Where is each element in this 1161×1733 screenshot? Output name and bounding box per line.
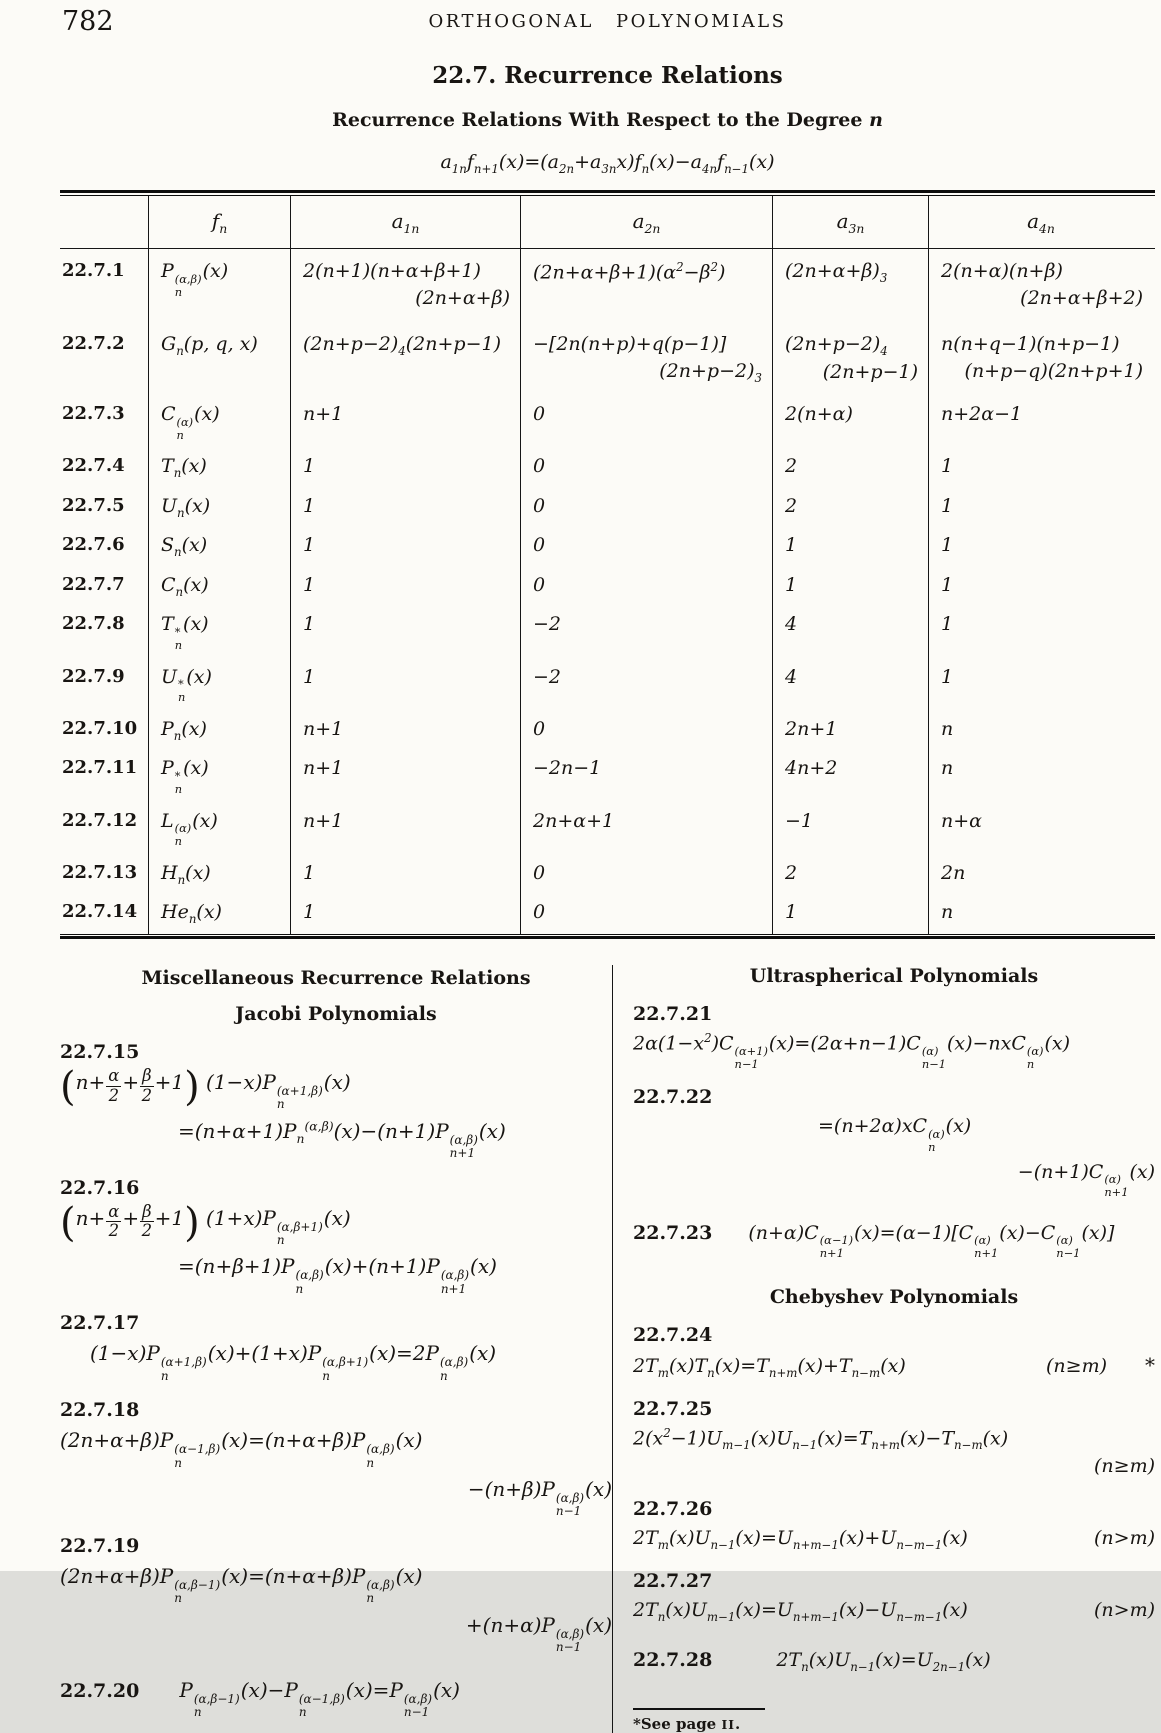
formula-line: (2n+α+β)P (α−1,β) n (x)=(n+α+β)P (α,β) n (x) <box>60 1428 423 1470</box>
right-column <box>612 965 1155 1733</box>
table-cell: 1 <box>290 855 520 895</box>
table-cell: $(2n+\alpha+\beta+1)(\alpha^2-\beta^2)$ <box>520 249 772 322</box>
table-cell: 2n+1 <box>772 711 928 751</box>
table-bottom-rule <box>60 934 1155 939</box>
equation-number: 22.7.9 <box>62 665 125 687</box>
table-cell: T * n (x) <box>148 606 290 658</box>
table-row <box>60 488 1155 528</box>
equation-22-7-27 <box>633 1570 1155 1626</box>
table-cell: C (α) n (x) <box>148 396 290 448</box>
table-cell: 1 <box>928 448 1153 488</box>
section-title: 22.7. Recurrence Relations <box>432 62 783 89</box>
table-cell: 1 <box>290 488 520 528</box>
jacobi-heading: Jacobi Polynomials <box>235 1002 437 1025</box>
equation-22-7-16 <box>60 1177 612 1297</box>
table-cell: −2n−1 <box>520 750 772 802</box>
master-recurrence-formula: $a_{1n}f_{n+1}(x)=(a_{2n}+a_{3n}x)f_n(x)-a_{4n}f_{n-1}(x)$ <box>440 151 775 176</box>
condition: (n≥m) <box>1094 1455 1155 1478</box>
col-header-a2n: $a_{2n}$ <box>520 196 772 249</box>
running-head: ORTHOGONAL POLYNOMIALS <box>428 11 787 32</box>
formula-line: =(n+2α)xC (α) n (x) <box>818 1115 972 1154</box>
footnote: *See page II. <box>633 1714 741 1733</box>
equation-22-7-22 <box>633 1086 1155 1198</box>
footnote-marker: * <box>1145 1352 1155 1377</box>
formula-line: −(n+β)P (α,β) n−1 (x) <box>467 1477 612 1519</box>
table-cell: $U_n(x)$ <box>148 488 290 528</box>
table-cell: P (α,β) n (x) <box>148 249 290 322</box>
table-cell: n+α <box>928 803 1153 855</box>
chebyshev-heading: Chebyshev Polynomials <box>769 1285 1019 1308</box>
table-cell: n(n+q−1)(n+p−1) (n+p−q)(2n+p+1) <box>928 322 1153 396</box>
formula-line: (n+ $\frac{\alpha}{2}$ + $\frac{\beta}{2}$ +1) (1−x)P (α+1,β) n (x) <box>60 1063 351 1112</box>
formula-line: $2\alpha(1-x^2)C$ (α+1) n−1 (x)=(2α+n−1)C (α) n−1 (x)−nxC (α) n (x) <box>633 1030 1071 1071</box>
table-cell: $G_n(p$, q, x) <box>148 322 290 396</box>
table-cell: $P_n(x)$ <box>148 711 290 751</box>
table-cell: 2(n+1)(n+α+β+1) (2n+α+β) <box>290 249 520 322</box>
table-cell: −1 <box>772 803 928 855</box>
table-cell: 4n+2 <box>772 750 928 802</box>
formula-line: −(n+1)C (α) n+1 (x) <box>1017 1160 1155 1199</box>
equation-number: 22.7.12 <box>62 809 138 831</box>
table-cell: n <box>928 711 1153 751</box>
table-cell: n <box>928 750 1153 802</box>
table-row <box>60 659 1155 711</box>
footnote-rule <box>633 1708 765 1710</box>
table-row <box>60 803 1155 855</box>
table-cell: $S_n(x)$ <box>148 527 290 567</box>
table-cell: n <box>928 894 1153 934</box>
formula: $2T_m(x)U_{n-1}(x)=U_{n+m-1}(x)+U_{n-m-1}(x)$ <box>633 1526 968 1552</box>
table-cell: 2n+α+1 <box>520 803 772 855</box>
equation-label: 22.7.15 <box>60 1040 140 1063</box>
formula-line <box>633 1524 1155 1554</box>
formula-line: $=(n+\alpha+1)P_n^{(\alpha,\beta)}(x)-(n+1)P$ (α,β) n+1 (x) <box>178 1117 506 1161</box>
page-content <box>60 0 1155 1733</box>
lower-section <box>60 965 1155 1733</box>
recurrence-table <box>60 196 1155 934</box>
equation-label: 22.7.20 <box>60 1679 140 1702</box>
table-cell: 2 <box>772 448 928 488</box>
equation-label: 22.7.27 <box>633 1569 713 1592</box>
formula-line: (n+ $\frac{\alpha}{2}$ + $\frac{\beta}{2}$ +1) (1+x)P (α,β+1) n (x) <box>60 1199 351 1247</box>
equation-label: 22.7.26 <box>633 1497 713 1520</box>
table-cell: 1 <box>772 567 928 607</box>
equation-label: 22.7.17 <box>60 1312 140 1335</box>
equation-label: 22.7.19 <box>60 1534 140 1557</box>
table-cell: 2(n+α) <box>772 396 928 448</box>
equation-label: 22.7.25 <box>633 1398 713 1421</box>
table-cell: U * n (x) <box>148 659 290 711</box>
table-row <box>60 750 1155 802</box>
equation-22-7-23 <box>633 1215 1155 1264</box>
table-cell: $H_n(x)$ <box>148 855 290 895</box>
equation-22-7-18 <box>60 1399 612 1519</box>
table-cell: 1 <box>928 488 1153 528</box>
formula-line: (2n+α+β)P (α,β−1) n (x)=(n+α+β)P (α,β) n (x) <box>60 1563 423 1606</box>
equation-number: 22.7.2 <box>62 332 125 354</box>
table-row <box>60 396 1155 448</box>
formula-line: P (α,β−1) n (x)−P (α−1,β) n (x)=P (α,β) n−1 (x) <box>179 1677 460 1720</box>
equation-22-7-24 <box>633 1324 1155 1382</box>
table-row <box>60 894 1155 934</box>
equation-number: 22.7.1 <box>62 260 125 282</box>
table-cell: 0 <box>520 567 772 607</box>
formula-line: =(n+β+1)P (α,β) n (x)+(n+1)P (α,β) n+1 (x) <box>178 1254 497 1296</box>
table-header-empty <box>60 196 148 249</box>
equation-label: 22.7.18 <box>60 1399 140 1422</box>
table-cell: 1 <box>928 567 1153 607</box>
table-cell: $He_n(x)$ <box>148 894 290 934</box>
equation-22-7-26 <box>633 1498 1155 1554</box>
table-cell: 1 <box>772 527 928 567</box>
table-cell: 1 <box>290 448 520 488</box>
formula: $2T_n(x)U_{m-1}(x)=U_{n+m-1}(x)-U_{n-m-1}(x)$ <box>633 1598 968 1624</box>
table-cell: n+1 <box>290 803 520 855</box>
table-cell: 1 <box>290 606 520 658</box>
equation-label: 22.7.21 <box>633 1002 713 1025</box>
equation-22-7-19 <box>60 1535 612 1655</box>
table-cell: 1 <box>928 606 1153 658</box>
equation-22-7-25 <box>633 1398 1155 1482</box>
table-cell: 0 <box>520 396 772 448</box>
table-cell: 0 <box>520 527 772 567</box>
formula-line <box>633 1596 1155 1626</box>
table-row <box>60 527 1155 567</box>
condition: (n>m) <box>1094 1526 1155 1549</box>
table-cell: 0 <box>520 711 772 751</box>
table-cell: 2n <box>928 855 1153 895</box>
formula: $2T_m(x)T_n(x)=T_{n+m}(x)+T_{n-m}(x)$ <box>633 1354 906 1380</box>
equation-number: 22.7.6 <box>62 534 125 556</box>
table-cell: 0 <box>520 855 772 895</box>
formula-line <box>633 1350 1155 1382</box>
table-cell: −2 <box>520 606 772 658</box>
table-cell: 0 <box>520 894 772 934</box>
misc-relations-heading: Miscellaneous Recurrence Relations <box>141 966 531 989</box>
page-header <box>60 6 1155 40</box>
subsection-title: Recurrence Relations With Respect to the Degree n <box>332 109 883 131</box>
equation-number: 22.7.5 <box>62 494 125 516</box>
condition: (n>m) <box>1094 1598 1155 1621</box>
table-cell: −[2n(n+p)+q(p−1)] $(2n+p-2)_3$ <box>520 322 772 396</box>
equation-22-7-20 <box>60 1671 612 1724</box>
equation-number: 22.7.8 <box>62 613 125 635</box>
formula-line: $2(x^2-1)U_{m-1}(x)U_{n-1}(x)=T_{n+m}(x)-T_{n-m}(x)$ <box>633 1426 1009 1453</box>
table-cell: 1 <box>290 659 520 711</box>
table-cell: n+1 <box>290 711 520 751</box>
table-cell: 2 <box>772 855 928 895</box>
condition: (n≥m) <box>1046 1354 1107 1377</box>
table-cell: 1 <box>928 527 1153 567</box>
col-header-a3n: $a_{3n}$ <box>772 196 928 249</box>
formula-line: (1−x)P (α+1,β) n (x)+(1+x)P (α,β+1) n (x)=2P (α,β) n (x) <box>90 1341 497 1383</box>
table-row <box>60 249 1155 322</box>
equation-label: 22.7.24 <box>633 1323 713 1346</box>
table-cell: n+1 <box>290 750 520 802</box>
table-cell: 0 <box>520 488 772 528</box>
table-cell: 1 <box>772 894 928 934</box>
table-cell: 1 <box>290 894 520 934</box>
equation-22-7-28 <box>633 1642 1155 1680</box>
equation-number: 22.7.3 <box>62 403 125 425</box>
table-cell: P * n (x) <box>148 750 290 802</box>
col-header-a4n: $a_{4n}$ <box>928 196 1153 249</box>
table-cell: n+1 <box>290 396 520 448</box>
table-cell: 1 <box>290 567 520 607</box>
table-cell: 2(n+α)(n+β) (2n+α+β+2) <box>928 249 1153 322</box>
table-row <box>60 322 1155 396</box>
table-cell: 1 <box>290 527 520 567</box>
equation-number: 22.7.14 <box>62 901 138 923</box>
table-cell: n+2α−1 <box>928 396 1153 448</box>
table-row <box>60 711 1155 751</box>
left-column <box>60 965 612 1733</box>
col-header-fn: $f_n$ <box>148 196 290 249</box>
equation-label: 22.7.16 <box>60 1176 140 1199</box>
equation-22-7-15 <box>60 1041 612 1161</box>
table-row <box>60 606 1155 658</box>
equation-number: 22.7.11 <box>62 757 138 779</box>
equation-label: 22.7.23 <box>633 1221 713 1244</box>
table-header-row <box>60 196 1155 250</box>
table-cell: 1 <box>928 659 1153 711</box>
table-cell: 2 <box>772 488 928 528</box>
table-row <box>60 855 1155 895</box>
equation-label: 22.7.22 <box>633 1086 713 1109</box>
table-cell: $T_n(x)$ <box>148 448 290 488</box>
page-number: 782 <box>62 6 114 37</box>
equation-label: 22.7.28 <box>633 1648 713 1671</box>
col-header-a1n: $a_{1n}$ <box>290 196 520 249</box>
table-cell: $C_n(x)$ <box>148 567 290 607</box>
ultraspherical-heading: Ultraspherical Polynomials <box>749 964 1039 987</box>
equation-22-7-17 <box>60 1312 612 1383</box>
formula-line: $2T_n(x)U_{n-1}(x)=U_{2n-1}(x)$ <box>776 1648 991 1674</box>
table-cell: $(2n+p-2)_4$ (2n+p−1) <box>772 322 928 396</box>
equation-number: 22.7.7 <box>62 573 125 595</box>
table-cell: $(2n+\alpha+\beta)_3$ <box>772 249 928 322</box>
table-row <box>60 567 1155 607</box>
formula-line: (n+α)C (α−1) n+1 (x)=(α−1)[C (α) n+1 (x)−C (α) n−1 (x)] <box>748 1221 1115 1261</box>
table-cell: −2 <box>520 659 772 711</box>
formula-line: +(n+α)P (α,β) n−1 (x) <box>465 1612 612 1655</box>
table-cell: 0 <box>520 448 772 488</box>
equation-number: 22.7.4 <box>62 455 125 477</box>
table-cell: L (α) n (x) <box>148 803 290 855</box>
table-cell: 4 <box>772 606 928 658</box>
table-cell: 4 <box>772 659 928 711</box>
table-row <box>60 448 1155 488</box>
table-cell: $(2n+p-2)_4(2n+p-1)$ <box>290 322 520 396</box>
equation-22-7-21 <box>633 1003 1155 1071</box>
equation-number: 22.7.13 <box>62 861 138 883</box>
equation-number: 22.7.10 <box>62 717 138 739</box>
